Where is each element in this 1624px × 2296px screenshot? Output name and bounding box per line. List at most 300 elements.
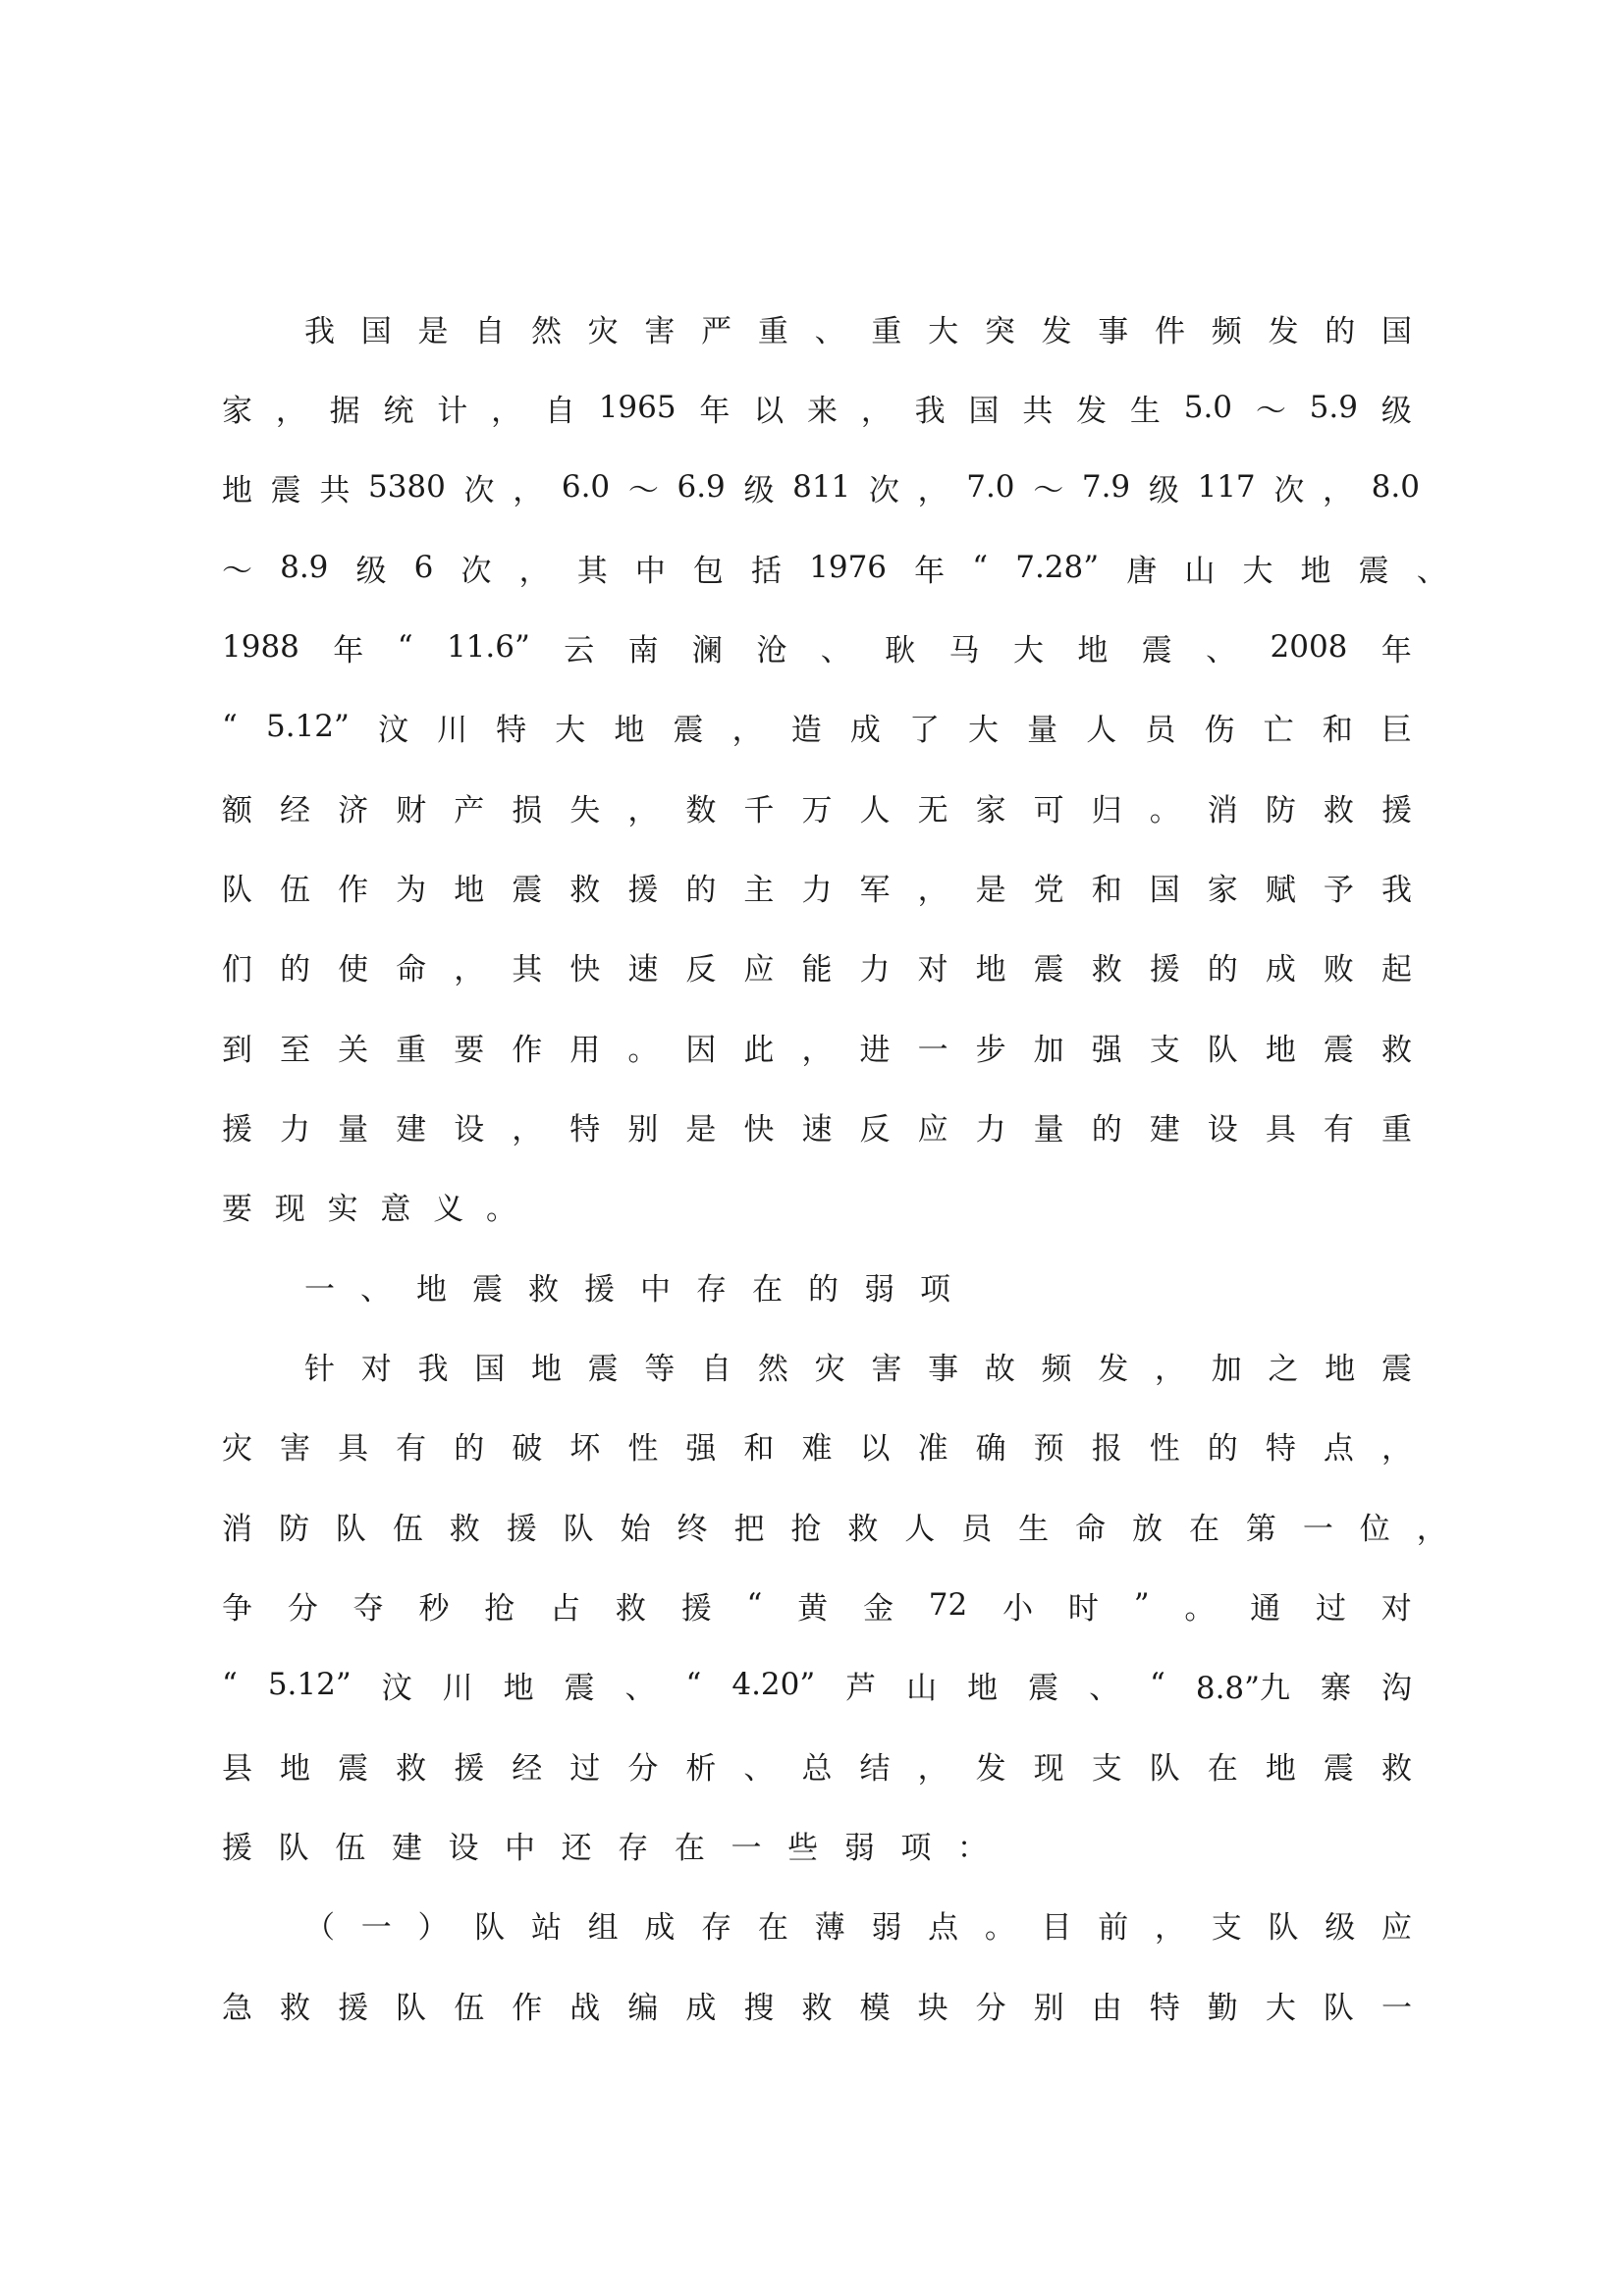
text-token: 救 [847, 1511, 879, 1547]
text-token: 是 [417, 313, 449, 349]
text-token: 消 [222, 1511, 252, 1547]
text-token: 括 [751, 553, 783, 589]
text-token: 发 [975, 1750, 1006, 1787]
text-token: 72 [928, 1587, 968, 1623]
text-token: 汶 [381, 1670, 412, 1706]
text-token: 害 [644, 313, 676, 349]
text-token: ） [417, 1909, 449, 1946]
text-token: 设 [454, 1111, 485, 1148]
text-token: 马 [948, 632, 980, 668]
text-token: 地 [975, 951, 1006, 988]
text-token: 8.8”九 [1195, 1670, 1291, 1706]
text-token: 地 [1265, 1032, 1296, 1068]
text-token: 建 [391, 1830, 422, 1866]
subsection-line [304, 1902, 1412, 1946]
text-token: 7.28” [1015, 550, 1100, 585]
text-token: ， [627, 792, 659, 828]
text-token: 别 [1033, 1990, 1064, 2026]
text-token: 弱 [871, 1909, 902, 1946]
text-token: 来 [807, 393, 839, 429]
text-token: 关 [338, 1032, 369, 1068]
text-token: 震 [587, 1351, 619, 1387]
text-token: 夺 [352, 1590, 384, 1627]
text-token: 援 [222, 1111, 252, 1148]
text-token: 对 [1380, 1590, 1412, 1627]
text-token: 要 [222, 1191, 252, 1227]
text-token: 存 [696, 1271, 727, 1308]
text-token: 故 [984, 1351, 1015, 1387]
text-token: 震 [472, 1271, 503, 1308]
text-token: 。 [627, 1032, 659, 1068]
text-token: 防 [1265, 792, 1296, 828]
text-token: ， [1416, 1511, 1447, 1547]
text-token: 次 [460, 553, 492, 589]
text-token: 小 [1002, 1590, 1034, 1627]
text-token: 是 [975, 872, 1006, 908]
text-token: 811 [792, 469, 851, 505]
text-token: “ [222, 709, 238, 744]
paragraph-line [222, 1104, 1412, 1148]
text-token: 别 [627, 1111, 659, 1148]
text-token: 特 [1149, 1990, 1180, 2026]
text-token: 救 [449, 1511, 480, 1547]
text-token: 抢 [790, 1511, 822, 1547]
text-token: 快 [743, 1111, 775, 1148]
text-token: 救 [396, 1750, 427, 1787]
text-token: 澜 [691, 632, 723, 668]
text-token: ， [917, 472, 948, 508]
text-token: 震 [512, 872, 543, 908]
text-token: 队 [563, 1511, 594, 1547]
text-token: 经 [280, 792, 311, 828]
text-token: 具 [1265, 1111, 1296, 1148]
text-token: 国 [1380, 313, 1412, 349]
text-token: 生 [1018, 1511, 1050, 1547]
text-token: 大 [1242, 553, 1273, 589]
text-token: 抢 [484, 1590, 515, 1627]
text-token: 主 [743, 872, 775, 908]
text-token: 发 [1098, 1351, 1129, 1387]
text-token: 援 [1380, 792, 1412, 828]
text-token: 救 [615, 1590, 646, 1627]
text-token: 。 [1149, 792, 1180, 828]
text-token: ， [513, 472, 544, 508]
text-token: 成 [849, 712, 881, 748]
text-token: 无 [917, 792, 948, 828]
text-token: 地 [1300, 553, 1331, 589]
text-token: 准 [917, 1430, 948, 1467]
text-token: 分 [627, 1750, 659, 1787]
text-token: 在 [757, 1909, 788, 1946]
text-token: ， [491, 393, 522, 429]
text-token: ， [731, 712, 763, 748]
text-token: 具 [338, 1430, 369, 1467]
text-token: 援 [338, 1990, 369, 2026]
text-token: 震 [564, 1670, 595, 1706]
text-token: 设 [448, 1830, 479, 1866]
text-token: 害 [280, 1430, 311, 1467]
text-token: 弱 [843, 1830, 875, 1866]
text-token: 加 [1211, 1351, 1242, 1387]
text-token: 对 [360, 1351, 392, 1387]
text-token: 地 [530, 1351, 562, 1387]
text-token: 重 [871, 313, 902, 349]
text-token: 支 [1149, 1032, 1180, 1068]
text-token: 山 [1184, 553, 1216, 589]
text-token: 作 [512, 1990, 543, 2026]
text-token: 一 [1302, 1511, 1333, 1547]
text-token: 是 [685, 1111, 717, 1148]
text-token: 地 [614, 712, 645, 748]
text-token: 援 [584, 1271, 615, 1308]
text-token: 自 [701, 1351, 732, 1387]
text-token: 事 [1098, 313, 1129, 349]
text-token: 分 [287, 1590, 318, 1627]
text-token: 起 [1380, 951, 1412, 988]
text-token: 生 [1129, 393, 1161, 429]
text-token: 大 [1265, 1990, 1296, 2026]
text-token: 大 [928, 313, 959, 349]
text-token: 之 [1268, 1351, 1299, 1387]
text-token: 云 [564, 632, 595, 668]
text-token: 自 [544, 393, 575, 429]
paragraph-line [304, 1344, 1412, 1387]
text-token: 量 [1027, 712, 1058, 748]
text-token: 秒 [418, 1590, 450, 1627]
text-token: 5.12” [265, 709, 350, 744]
paragraph-line [222, 546, 1447, 589]
text-token: 用 [569, 1032, 601, 1068]
text-token: 5.9 [1309, 390, 1358, 425]
text-token: 8.0 [1371, 469, 1420, 505]
text-token: ～ [1033, 472, 1064, 508]
text-token: 川 [442, 1670, 473, 1706]
text-token: 、 [1206, 632, 1237, 668]
text-token: 级 [1380, 393, 1412, 429]
text-token: 力 [801, 872, 833, 908]
text-token: 级 [355, 553, 387, 589]
text-token: 大 [968, 712, 1000, 748]
text-token: ～ [627, 472, 659, 508]
paragraph-line [222, 1823, 988, 1866]
text-token: 了 [908, 712, 940, 748]
text-token: 前 [1098, 1909, 1129, 1946]
text-token: 震 [1323, 1032, 1354, 1068]
text-token: 额 [222, 792, 252, 828]
text-token: 强 [1091, 1032, 1122, 1068]
text-token: 要 [454, 1032, 485, 1068]
text-token: 目 [1041, 1909, 1072, 1946]
text-token: 战 [569, 1990, 601, 2026]
text-token: 义 [433, 1191, 464, 1227]
text-token: 救 [1323, 792, 1354, 828]
text-token: 年 [1380, 632, 1412, 668]
text-token: ， [1155, 1909, 1186, 1946]
text-token: 党 [1033, 872, 1064, 908]
text-token: “ [746, 1587, 763, 1623]
text-token: 年 [699, 393, 731, 429]
text-token: 过 [1315, 1590, 1346, 1627]
text-token: ， [1155, 1351, 1186, 1387]
paragraph-line [222, 386, 1412, 429]
paragraph-line [222, 705, 1412, 748]
text-token: 的 [1091, 1111, 1122, 1148]
text-token: 有 [396, 1430, 427, 1467]
text-token: 济 [338, 792, 369, 828]
text-token: 灾 [222, 1430, 252, 1467]
text-token: 建 [396, 1111, 427, 1148]
text-token: ， [454, 951, 485, 988]
text-token: 频 [1041, 1351, 1072, 1387]
text-token: 。 [485, 1191, 516, 1227]
text-token: 数 [685, 792, 717, 828]
text-token: 、 [624, 1670, 656, 1706]
text-token: 、 [743, 1750, 775, 1787]
text-token: 5380 [367, 469, 446, 505]
text-token: 通 [1250, 1590, 1281, 1627]
text-token: 沧 [756, 632, 787, 668]
text-token: 应 [743, 951, 775, 988]
text-token: 川 [437, 712, 468, 748]
text-token: 队 [222, 872, 252, 908]
text-token: 据 [329, 393, 360, 429]
text-token: 人 [1086, 712, 1117, 748]
text-token: 针 [304, 1351, 335, 1387]
text-token: 队 [1268, 1909, 1299, 1946]
text-token: 的 [1207, 1430, 1238, 1467]
text-token: 家 [222, 393, 252, 429]
text-token: 级 [1148, 472, 1179, 508]
text-token: 地 [1265, 1750, 1296, 1787]
text-token: 其 [512, 951, 543, 988]
text-token: 7.0 [966, 469, 1015, 505]
text-token: 国 [474, 1351, 506, 1387]
text-token: 把 [733, 1511, 765, 1547]
text-token: 救 [528, 1271, 559, 1308]
text-token: 震 [673, 712, 704, 748]
text-token: 国 [968, 393, 1000, 429]
text-token: 特 [1265, 1430, 1296, 1467]
text-token: 寨 [1320, 1670, 1351, 1706]
text-token: 应 [1380, 1909, 1412, 1946]
paragraph-line [222, 1504, 1447, 1547]
text-token: 支 [1211, 1909, 1242, 1946]
text-token: ： [956, 1830, 988, 1866]
text-token: 员 [961, 1511, 993, 1547]
paragraph-line [222, 625, 1412, 668]
text-token: 队 [1323, 1990, 1354, 2026]
text-token: 赋 [1265, 872, 1296, 908]
text-token: 6.0 [561, 469, 611, 505]
text-token: 现 [1033, 1750, 1064, 1787]
text-token: 进 [859, 1032, 891, 1068]
text-token: 的 [808, 1271, 839, 1308]
text-token: 震 [270, 472, 301, 508]
text-token: 中 [505, 1830, 536, 1866]
text-token: 应 [917, 1111, 948, 1148]
text-token: 此 [743, 1032, 775, 1068]
text-token: 组 [587, 1909, 619, 1946]
text-token: 国 [1149, 872, 1180, 908]
text-token: 。 [1184, 1590, 1216, 1627]
text-token: 现 [274, 1191, 305, 1227]
text-token: 报 [1091, 1430, 1122, 1467]
text-token: 一 [917, 1032, 948, 1068]
text-token: 员 [1145, 712, 1176, 748]
text-token: 、 [1089, 1670, 1120, 1706]
text-token: 由 [1091, 1990, 1122, 2026]
text-token: 地 [454, 872, 485, 908]
text-token: 伤 [1204, 712, 1235, 748]
text-token: 震 [338, 1750, 369, 1787]
text-token: 步 [975, 1032, 1006, 1068]
text-token: 项 [900, 1830, 932, 1866]
text-token: 级 [1325, 1909, 1356, 1946]
text-token: 反 [859, 1111, 891, 1148]
text-token: 震 [1028, 1670, 1059, 1706]
text-token: 人 [859, 792, 891, 828]
text-token: 灾 [587, 313, 619, 349]
text-token: 严 [701, 313, 732, 349]
text-token: 使 [338, 951, 369, 988]
text-token: 因 [685, 1032, 717, 1068]
text-token: ， [518, 553, 550, 589]
text-token: 败 [1323, 951, 1354, 988]
text-token: ～ [1255, 393, 1286, 429]
text-token: 我 [914, 393, 946, 429]
text-token: 件 [1155, 313, 1186, 349]
text-token: ” [1133, 1587, 1150, 1623]
text-token: 频 [1211, 313, 1242, 349]
text-token: 突 [984, 313, 1015, 349]
paragraph-line [222, 1583, 1412, 1627]
text-token: 一 [360, 1909, 392, 1946]
text-token: 震 [1323, 1750, 1354, 1787]
text-token: 8.9 [280, 550, 329, 585]
text-token: 成 [685, 1990, 717, 2026]
text-token: 。 [984, 1909, 1015, 1946]
text-token: 速 [801, 1111, 833, 1148]
text-token: 国 [360, 313, 392, 349]
text-token: 次 [463, 472, 495, 508]
text-token: 可 [1033, 792, 1064, 828]
text-token: 队 [335, 1511, 366, 1547]
text-token: 对 [917, 951, 948, 988]
text-token: 在 [674, 1830, 705, 1866]
text-token: 的 [685, 872, 717, 908]
text-token: 4.20” [731, 1667, 816, 1702]
text-token: 作 [512, 1032, 543, 1068]
text-token: 其 [576, 553, 608, 589]
text-token: 特 [496, 712, 527, 748]
text-token: 芦 [845, 1670, 877, 1706]
text-token: 的 [454, 1430, 485, 1467]
text-token: 失 [569, 792, 601, 828]
text-token: 地 [416, 1271, 447, 1308]
text-token: 人 [904, 1511, 936, 1547]
text-token: 金 [862, 1590, 893, 1627]
text-token: 加 [1033, 1032, 1064, 1068]
text-token: 军 [859, 872, 891, 908]
text-token: 11.6” [446, 629, 530, 665]
text-token: 破 [512, 1430, 543, 1467]
text-token: 汶 [377, 712, 408, 748]
text-token: 设 [1207, 1111, 1238, 1148]
text-token: 项 [920, 1271, 950, 1308]
text-token: 模 [859, 1990, 891, 2026]
text-token: 予 [1323, 872, 1354, 908]
text-token: 发 [1268, 313, 1299, 349]
text-token: 援 [222, 1830, 252, 1866]
text-token: 力 [859, 951, 891, 988]
text-token: 灾 [814, 1351, 845, 1387]
text-token: 难 [801, 1430, 833, 1467]
text-token: 以 [859, 1430, 891, 1467]
text-token: 、 [360, 1271, 391, 1308]
text-token: 强 [685, 1430, 717, 1467]
text-token: 性 [627, 1430, 659, 1467]
text-token: 地 [222, 472, 252, 508]
text-token: 援 [506, 1511, 537, 1547]
text-token: 1976 [809, 550, 888, 585]
text-token: 放 [1132, 1511, 1163, 1547]
text-token: 唐 [1126, 553, 1158, 589]
paragraph-line [222, 1743, 1412, 1787]
text-token: 急 [222, 1990, 252, 2026]
text-token: 5.12” [267, 1667, 352, 1702]
text-token: 第 [1245, 1511, 1276, 1547]
text-token: 们 [222, 951, 252, 988]
text-token: 救 [801, 1990, 833, 2026]
paragraph-line [222, 865, 1412, 908]
text-token: 南 [627, 632, 659, 668]
text-token: 援 [454, 1750, 485, 1787]
paragraph-line [222, 1184, 516, 1227]
text-token: 建 [1149, 1111, 1180, 1148]
paragraph-line [222, 465, 1420, 508]
text-token: 争 [222, 1590, 252, 1627]
text-token: 一 [1380, 1990, 1412, 2026]
text-token: 队 [278, 1830, 309, 1866]
text-token: 千 [743, 792, 775, 828]
text-token: 地 [503, 1670, 534, 1706]
text-token: 的 [1325, 313, 1356, 349]
text-token: 震 [1141, 632, 1172, 668]
text-token: 援 [680, 1590, 712, 1627]
text-token: “ [685, 1667, 702, 1702]
text-token: 县 [222, 1750, 252, 1787]
text-token: 中 [634, 553, 666, 589]
text-token: 队 [1149, 1750, 1180, 1787]
text-token: 亡 [1263, 712, 1294, 748]
text-token: 弱 [864, 1271, 894, 1308]
paragraph-line [222, 1983, 1412, 2026]
text-token: 命 [1075, 1511, 1107, 1547]
text-token: 始 [620, 1511, 651, 1547]
text-token: 1988 [222, 629, 299, 665]
text-token: 万 [801, 792, 833, 828]
paragraph-line [222, 1423, 1412, 1467]
paragraph-line [222, 1025, 1412, 1068]
text-token: 、 [814, 313, 845, 349]
paragraph-line [222, 1663, 1412, 1706]
text-token: “ [222, 1667, 238, 1702]
text-token: 地 [1077, 632, 1109, 668]
text-token: 援 [627, 872, 659, 908]
text-token: 震 [1358, 553, 1389, 589]
text-token: 地 [280, 1750, 311, 1787]
text-token: 共 [1022, 393, 1054, 429]
